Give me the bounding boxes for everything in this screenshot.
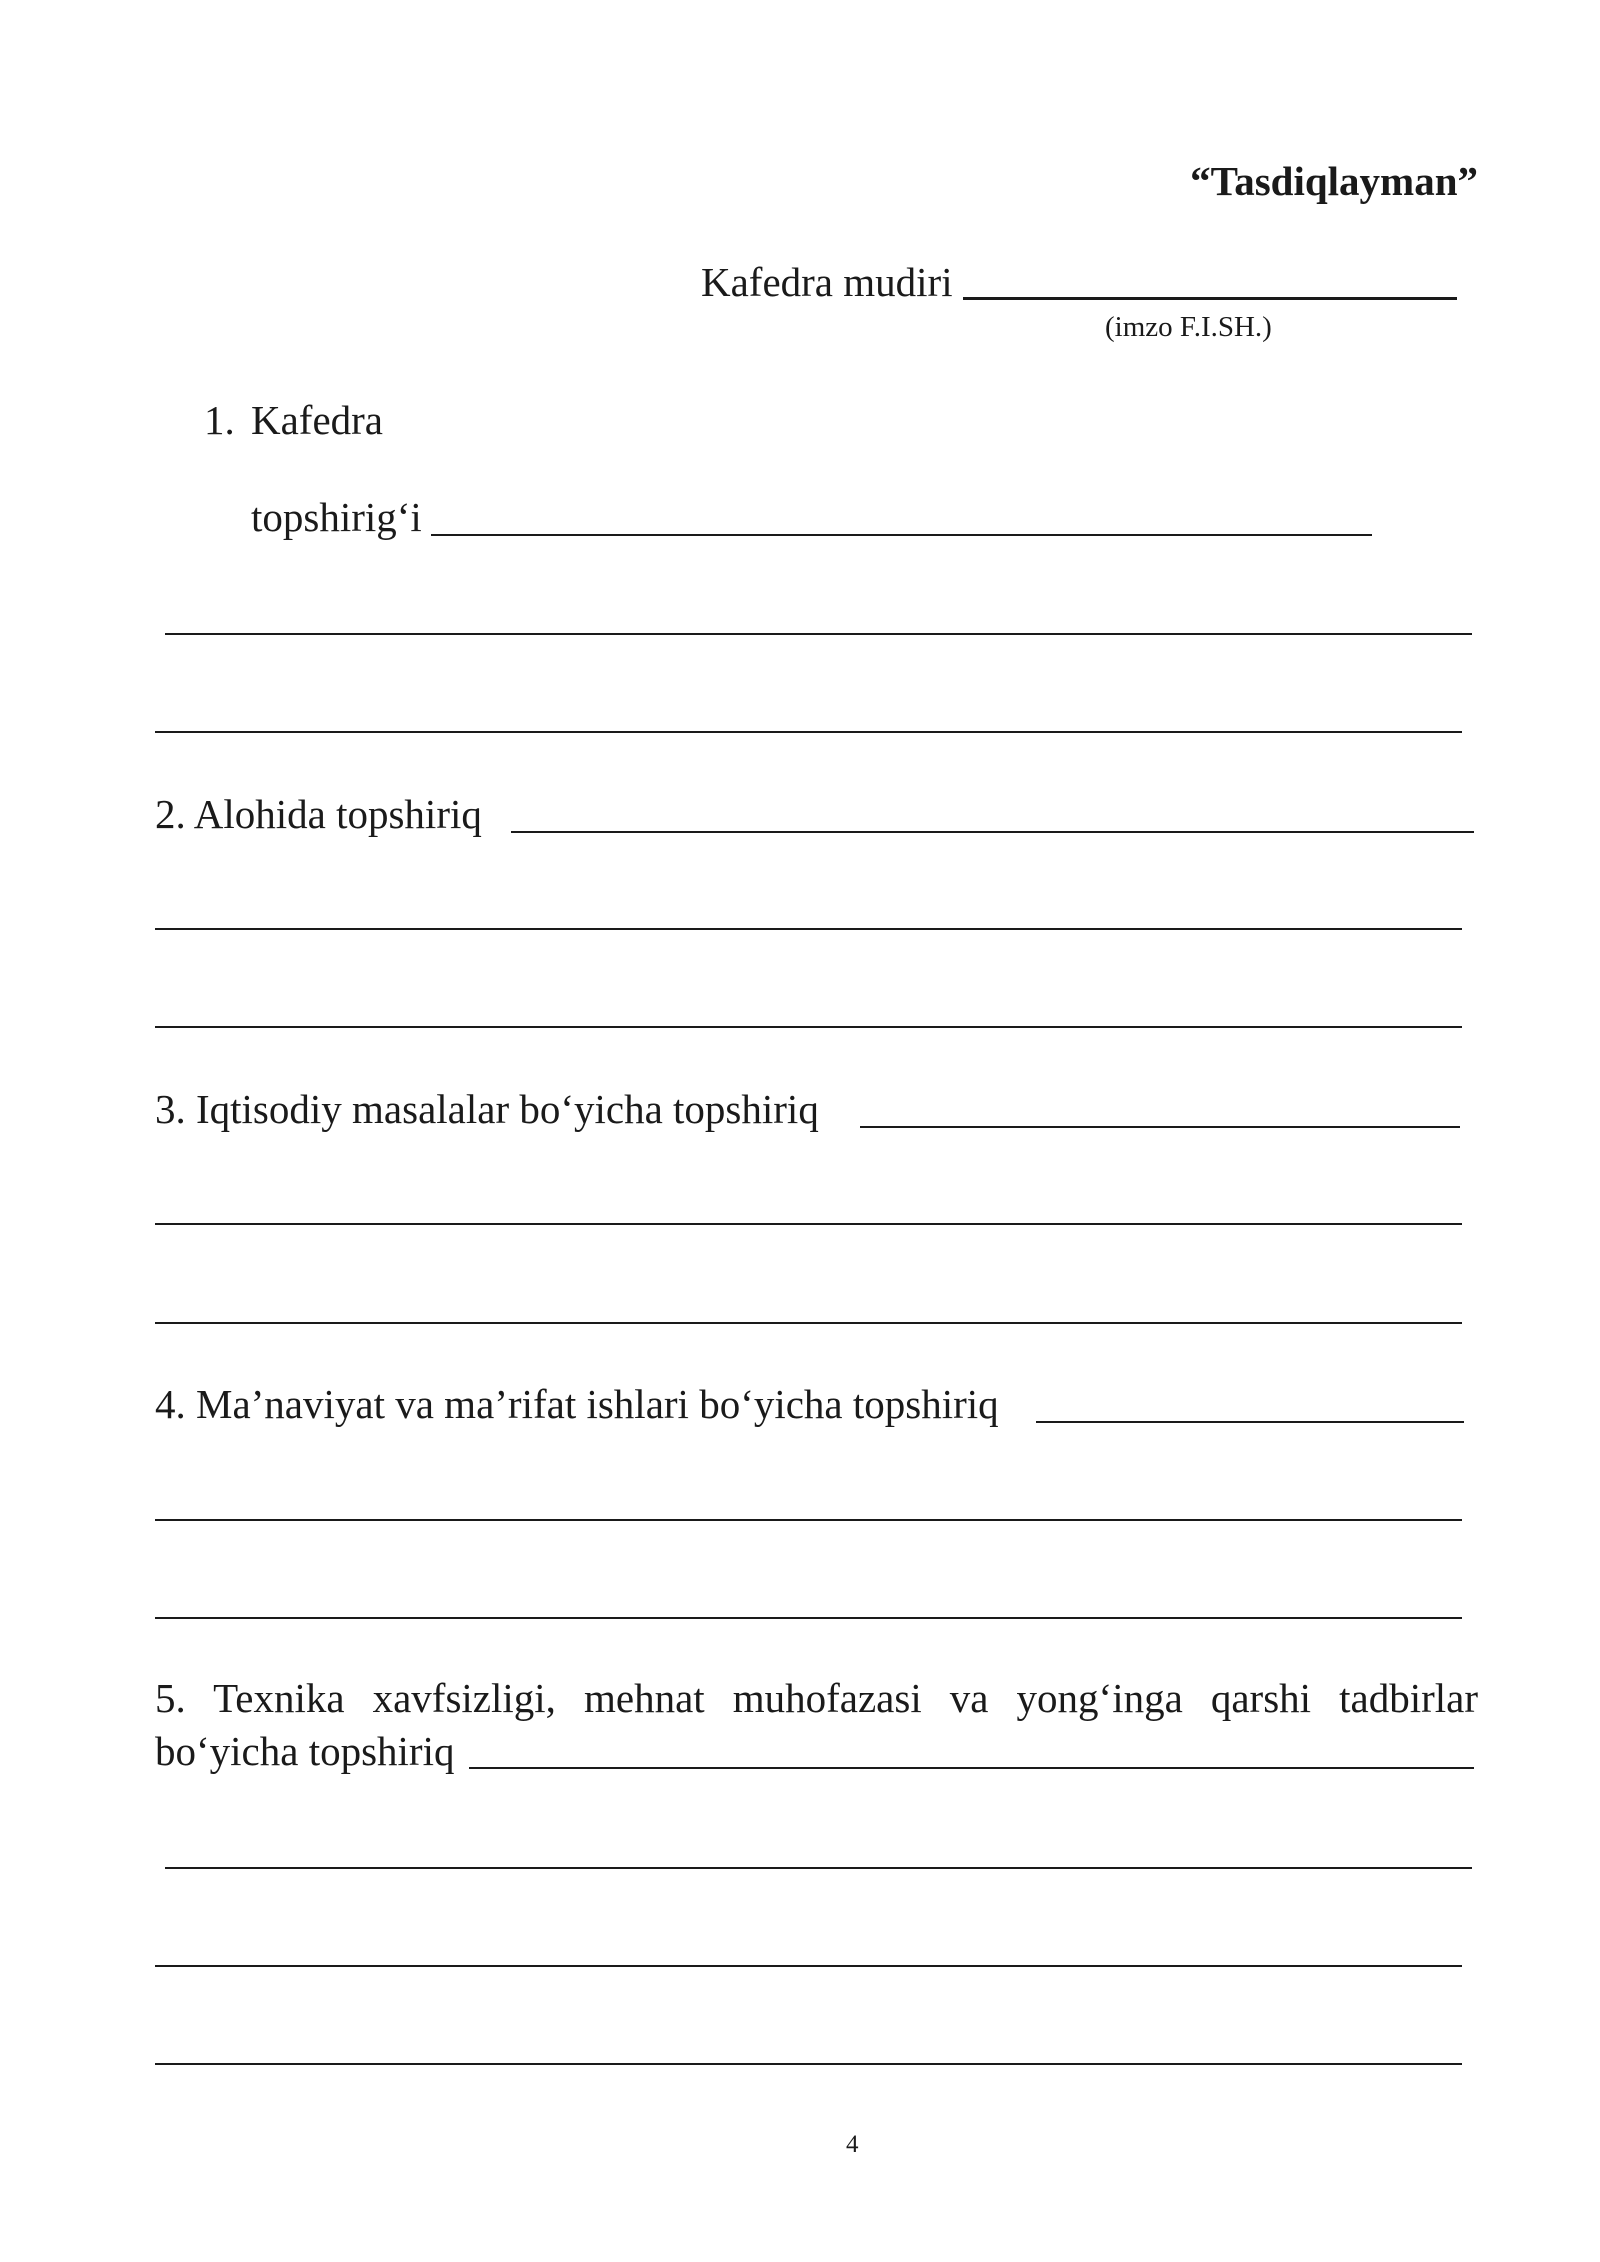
item-5-answer-line[interactable] [469, 1767, 1474, 1769]
item-1-label: topshirig‘i [251, 494, 422, 540]
item-3-label: 3. Iqtisodiy masalalar bo‘yicha topshiriq [155, 1086, 819, 1132]
item-3-answer-line[interactable] [860, 1126, 1460, 1128]
item-2-answer-line[interactable] [155, 1026, 1462, 1028]
item-2-answer-line[interactable] [155, 928, 1462, 930]
item-2-answer-line[interactable] [511, 831, 1474, 833]
item-4-answer-line[interactable] [155, 1617, 1462, 1619]
approval-title: “Tasdiqlayman” [1190, 158, 1478, 204]
head-of-department-label: Kafedra mudiri [701, 259, 953, 305]
item-5-answer-line[interactable] [165, 1867, 1472, 1869]
item-5-answer-line[interactable] [155, 1965, 1462, 1967]
item-4-label: 4. Ma’naviyat va ma’rifat ishlari bo‘yicha topshiriq [155, 1381, 999, 1427]
item-3-answer-line[interactable] [155, 1322, 1462, 1324]
page-number: 4 [846, 2131, 859, 2158]
item-4-answer-line[interactable] [1036, 1421, 1464, 1423]
signature-caption: (imzo F.I.SH.) [1105, 311, 1272, 343]
item-1-number: 1. [204, 397, 235, 443]
item-3-answer-line[interactable] [155, 1223, 1462, 1225]
item-5-label-line-2: bo‘yicha topshiriq [155, 1728, 455, 1774]
item-4-answer-line[interactable] [155, 1519, 1462, 1521]
item-2-label: 2. Alohida topshiriq [155, 791, 482, 837]
item-5-label-line-1: 5. Texnika xavfsizligi, mehnat muhofazasi va yong‘inga qarshi tadbirlar [155, 1675, 1478, 1721]
signature-line[interactable] [963, 297, 1457, 300]
item-1-answer-line[interactable] [431, 534, 1372, 536]
item-1-title: Kafedra [251, 397, 384, 443]
item-1-answer-line[interactable] [155, 731, 1462, 733]
item-1-answer-line[interactable] [165, 633, 1472, 635]
item-5-answer-line[interactable] [155, 2063, 1462, 2065]
